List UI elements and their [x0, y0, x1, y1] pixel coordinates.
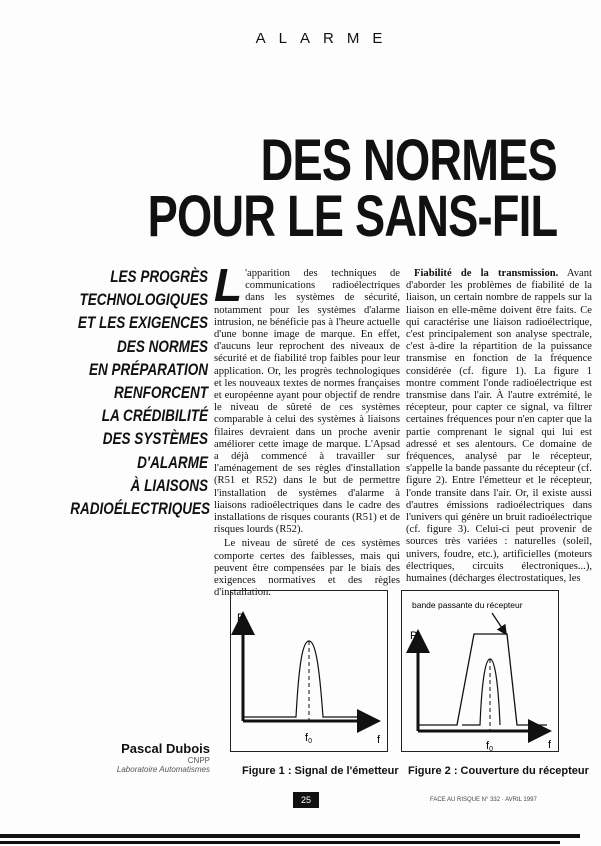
- subheading-line: LA CRÉDIBILITÉ: [101, 407, 208, 426]
- body-column-1: [214, 259, 400, 599]
- section-heading: Fiabilité de la transmission.: [414, 268, 559, 279]
- bottom-rule: [0, 834, 580, 838]
- figure-1-caption: Figure 1 : Signal de l'émetteur: [242, 765, 399, 777]
- title-line-2: POUR LE SANS-FIL: [147, 184, 557, 249]
- subheading-line: D'ALARME: [137, 453, 208, 472]
- subheading-line: RADIOÉLECTRIQUES: [70, 500, 211, 519]
- paragraph: [406, 268, 592, 585]
- bottom-rule: [0, 841, 560, 844]
- subheading-line: DES SYSTÈMES: [102, 430, 208, 449]
- x-label: f: [548, 739, 552, 751]
- author-name: Pascal Dubois: [121, 741, 210, 756]
- author-dept: Laboratoire Automatismes: [116, 765, 210, 774]
- f0-label: f0: [486, 740, 493, 751]
- subheading-line: À LIAISONS: [130, 476, 208, 495]
- subheading-line: EN PRÉPARATION: [88, 360, 208, 379]
- subheading-line: RENFORCENT: [114, 384, 208, 403]
- author-org: CNPP: [187, 756, 210, 765]
- annotation-arrow: [492, 613, 504, 631]
- bandpass-curve: [418, 634, 547, 725]
- figure-2: [401, 590, 559, 752]
- subheading-line: DES NORMES: [117, 337, 208, 356]
- drop-cap: L: [214, 259, 243, 311]
- author-block: [80, 741, 210, 774]
- bandpass-annotation: bande passante du récepteur: [412, 600, 523, 610]
- subheading: [40, 266, 211, 521]
- figure-2-caption: Figure 2 : Couverture du récepteur: [408, 765, 589, 777]
- y-label: P: [237, 612, 245, 624]
- figure-1: [230, 590, 388, 752]
- paragraph-text: 'apparition des techniques de communications radioélectriques dans les systèmes de sécurité, notamment pour les systèmes d'alarme intrusion, ne bénéficie pas à l'heure actuelle d'une bonne image de marque. En effet, d'aucuns leur reprochent des niveaux de sécurité et de fiabilité trop faibles pour leur application. Or, les progrès technologiques et les nouveaux textes de normes françaises et européenne ayant pour objectif de rendre le niveau de sûreté de ces systèmes comparable à celui des systèmes à liaisons filaires devraient dans un proche avenir améliorer cette image de marque. L'Apsad a déjà commencé à travailler sur l'aménagement de ses règles d'installation (R51 et R52) dans le but de permettre l'installation de systèmes d'alarme à liaisons radioélectriques dans le cadre des installations de risques courants (R51) et de risques lourds (R52).: [214, 268, 400, 536]
- subheading-line: TECHNOLOGIQUES: [79, 291, 208, 310]
- subheading-line: ET LES EXIGENCES: [77, 314, 208, 333]
- f0-label: f0: [305, 732, 312, 745]
- subheading-line: LES PROGRÈS: [110, 268, 208, 286]
- x-label: f: [377, 734, 381, 746]
- paragraph: [214, 259, 400, 536]
- signal-curve: [243, 641, 371, 717]
- paragraph-text: Avant d'aborder les problèmes de fiabilité de la liaison, un certain nombre de rappels sur la liaison en elle-même doivent être faits. Ce qui caractérise une liaison radioélectrique, c'est principalement son analyse spectrale, c'est à-dire la répartition de la puissance transmise en fonction de la fréquence considérée (cf. figure 1). La figure 1 montre comment l'onde radioélectrique est transmise dans l'air. À l'autre extrémité, le récepteur, pour capter ce signal, va filtrer certaines fréquences pour n'en capter que la partie comprenant le signal qui lui est adressé et ses alentours. Ce domaine de fréquences, analysé par le récepteur, s'appelle la bande passante du récepteur (cf. figure 2). Entre l'émetteur et le récepteur, l'onde transite dans l'air. Or, il existe aussi d'autres émissions radioélectriques dans l'univers qui génère un bruit radioélectrique (cf. figure 3). Celui-ci peut provenir de sources très variées : naturelles (soleil, univers, foudre, etc.), artificielles (moteurs électriques, circuits électroniques...), humaines (décharges électrostatiques, les: [406, 268, 592, 585]
- publication-footer: FACE AU RISQUE N° 332 · AVRIL 1997: [430, 797, 537, 803]
- body-column-2: [406, 268, 592, 585]
- figure-1-diagram: [231, 591, 387, 751]
- y-label: P: [410, 630, 418, 642]
- paragraph: Le niveau de sûreté de ces systèmes comporte certes des faiblesses, mais qui peuvent être compensées par le biais des exigences normatives et des règles d'installation.: [214, 538, 400, 599]
- title-line-1: DES NORMES: [260, 128, 557, 193]
- section-rubric: ALARME: [255, 30, 396, 47]
- page-number: 25: [293, 792, 319, 808]
- figure-2-diagram: [402, 591, 558, 751]
